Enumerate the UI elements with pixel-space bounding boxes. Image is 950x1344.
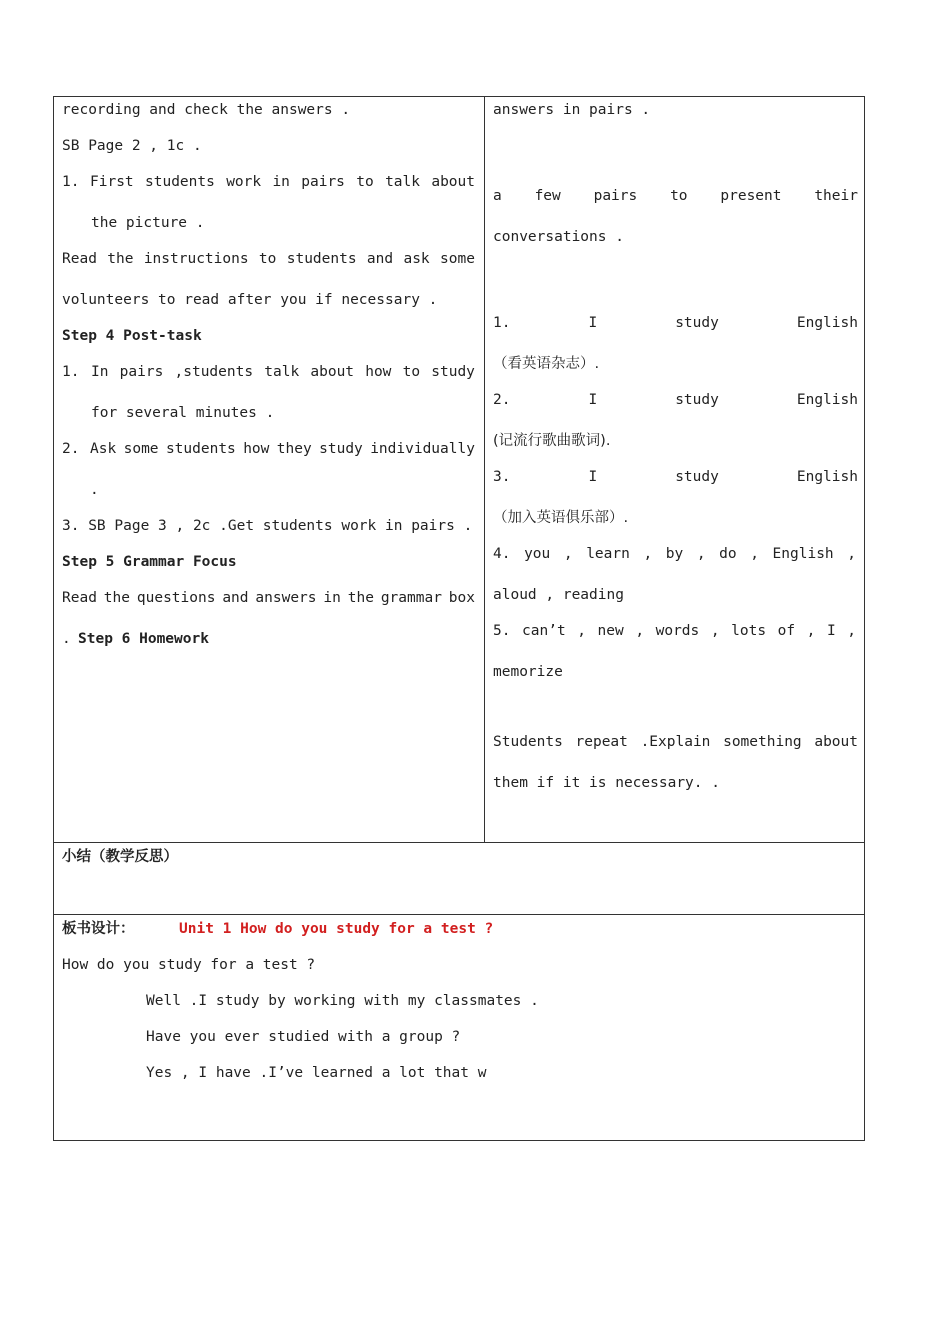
- word: 4.: [493, 546, 511, 562]
- board-question-2: Have you ever studied with a group ?: [146, 1029, 461, 1045]
- word: English: [796, 469, 858, 485]
- word: ,: [806, 623, 816, 639]
- word: do: [719, 546, 737, 562]
- word: how: [243, 441, 270, 457]
- word: In: [91, 364, 109, 380]
- word: ,: [577, 623, 586, 639]
- word: something: [723, 734, 802, 750]
- word: I: [588, 392, 598, 408]
- word: by: [665, 546, 684, 562]
- word: study: [675, 315, 719, 331]
- right-line-9: （加入英语俱乐部）.: [493, 510, 629, 526]
- row-divider-summary: [53, 842, 865, 843]
- word: Read: [62, 590, 97, 606]
- word: ,: [750, 546, 759, 562]
- word: students: [286, 251, 357, 267]
- left-line-7: [91, 363, 475, 381]
- left-line-3: [90, 173, 475, 191]
- word: talk: [385, 174, 420, 190]
- summary-label: 小结（教学反思）: [62, 849, 178, 865]
- word: learn: [586, 546, 630, 562]
- word: to: [258, 251, 277, 267]
- right-line-11: aloud , reading: [493, 587, 624, 603]
- word: answers: [255, 590, 317, 606]
- word: English: [796, 392, 858, 408]
- word: few: [534, 188, 561, 204]
- word: ,: [563, 546, 573, 562]
- right-line-5: （看英语杂志）.: [493, 356, 600, 372]
- right-line-1: answers in pairs .: [493, 102, 651, 118]
- word: the: [107, 251, 134, 267]
- word: study: [431, 364, 475, 380]
- word: in: [272, 174, 290, 190]
- word: repeat: [575, 734, 628, 750]
- word: can’t: [522, 623, 566, 639]
- word: you: [524, 546, 551, 562]
- word: Ask: [90, 441, 117, 457]
- right-line-3: conversations .: [493, 229, 624, 245]
- word: ,: [696, 546, 706, 562]
- word: grammar: [380, 590, 442, 606]
- word: some: [440, 251, 475, 267]
- word: ,: [847, 546, 856, 562]
- word: study: [675, 469, 719, 485]
- left-line-7-num: 1.: [62, 364, 80, 380]
- board-answer-2: Yes , I have .I’ve learned a lot that w: [146, 1065, 487, 1081]
- word: work: [226, 174, 262, 190]
- left-line-12: [62, 589, 475, 607]
- word: ask: [403, 251, 430, 267]
- word: words: [655, 623, 700, 639]
- word: students: [145, 174, 215, 190]
- word: ,: [643, 546, 653, 562]
- word: they: [276, 441, 312, 457]
- word: I: [826, 623, 836, 639]
- word: present: [720, 188, 782, 204]
- right-line-8: [493, 468, 858, 486]
- word: how: [365, 364, 392, 380]
- word: in: [323, 590, 341, 606]
- step-6-heading: Step 6 Homework: [78, 631, 209, 647]
- board-label: 板书设计：: [62, 921, 135, 937]
- word: English: [772, 546, 834, 562]
- word: box: [448, 590, 475, 606]
- word: talk: [264, 364, 300, 380]
- word: the: [103, 590, 130, 606]
- column-divider: [484, 96, 485, 842]
- word: 1.: [493, 315, 511, 331]
- word: pairs: [593, 188, 638, 204]
- word: I: [588, 315, 598, 331]
- word: to: [356, 174, 374, 190]
- word: pairs: [119, 364, 164, 380]
- word: the: [347, 590, 374, 606]
- right-line-7: (记流行歌曲歌词).: [493, 433, 611, 449]
- word: ,students: [174, 364, 254, 380]
- row-divider-board: [53, 914, 865, 915]
- word: Students: [493, 734, 563, 750]
- word: students: [165, 441, 236, 457]
- right-line-4: [493, 314, 858, 332]
- word: instructions: [143, 251, 249, 267]
- right-line-12: [493, 622, 856, 640]
- word: ,: [710, 623, 720, 639]
- right-line-2: [493, 187, 858, 205]
- board-answer-1: Well .I study by working with my classmates .: [146, 993, 539, 1009]
- right-line-6: [493, 391, 858, 409]
- word: ,: [847, 623, 856, 639]
- word: study: [675, 392, 719, 408]
- board-title: Unit 1 How do you study for a test ?: [179, 921, 494, 937]
- left-line-3-num: 1.: [62, 174, 80, 190]
- word: and: [222, 590, 249, 606]
- word: their: [814, 188, 858, 204]
- word: and: [366, 251, 394, 267]
- word: Read: [62, 251, 97, 267]
- step-5-heading: Step 5 Grammar Focus: [62, 554, 237, 570]
- left-line-6: volunteers to read after you if necessary .: [62, 292, 438, 308]
- left-line-13-dot: .: [62, 631, 71, 647]
- word: to: [402, 364, 421, 380]
- left-line-11: 3. SB Page 3 , 2c .Get students work in pairs .: [62, 518, 473, 534]
- word: to: [670, 188, 688, 204]
- word: .Explain: [640, 734, 711, 750]
- left-line-2: SB Page 2 , 1c .: [62, 138, 202, 154]
- word: individually: [370, 441, 475, 457]
- board-question-1: How do you study for a test ?: [62, 957, 316, 973]
- word: about: [310, 364, 355, 380]
- word: 2.: [493, 392, 511, 408]
- right-line-14: [493, 733, 858, 751]
- step-4-heading: Step 4 Post-task: [62, 328, 202, 344]
- left-line-5: [62, 250, 475, 268]
- left-line-4: the picture .: [91, 215, 205, 231]
- word: questions: [136, 590, 216, 606]
- left-line-9-num: 2.: [62, 441, 80, 457]
- word: I: [588, 469, 598, 485]
- word: some: [123, 441, 159, 457]
- right-line-10: [493, 545, 856, 563]
- word: a: [493, 188, 502, 204]
- left-line-1: recording and check the answers .: [62, 102, 351, 118]
- word: about: [431, 174, 475, 190]
- right-line-15: them if it is necessary. .: [493, 775, 720, 791]
- left-line-9: [90, 440, 475, 458]
- word: ,: [635, 623, 645, 639]
- left-line-10: .: [90, 482, 99, 498]
- word: lots: [731, 623, 767, 639]
- word: 5.: [493, 623, 511, 639]
- word: new: [597, 623, 624, 639]
- word: study: [319, 441, 363, 457]
- word: of: [777, 623, 796, 639]
- right-line-13: memorize: [493, 664, 563, 680]
- word: English: [796, 315, 858, 331]
- word: First: [90, 174, 134, 190]
- left-line-8: for several minutes .: [91, 405, 275, 421]
- word: pairs: [301, 174, 345, 190]
- word: 3.: [493, 469, 511, 485]
- word: about: [814, 734, 858, 750]
